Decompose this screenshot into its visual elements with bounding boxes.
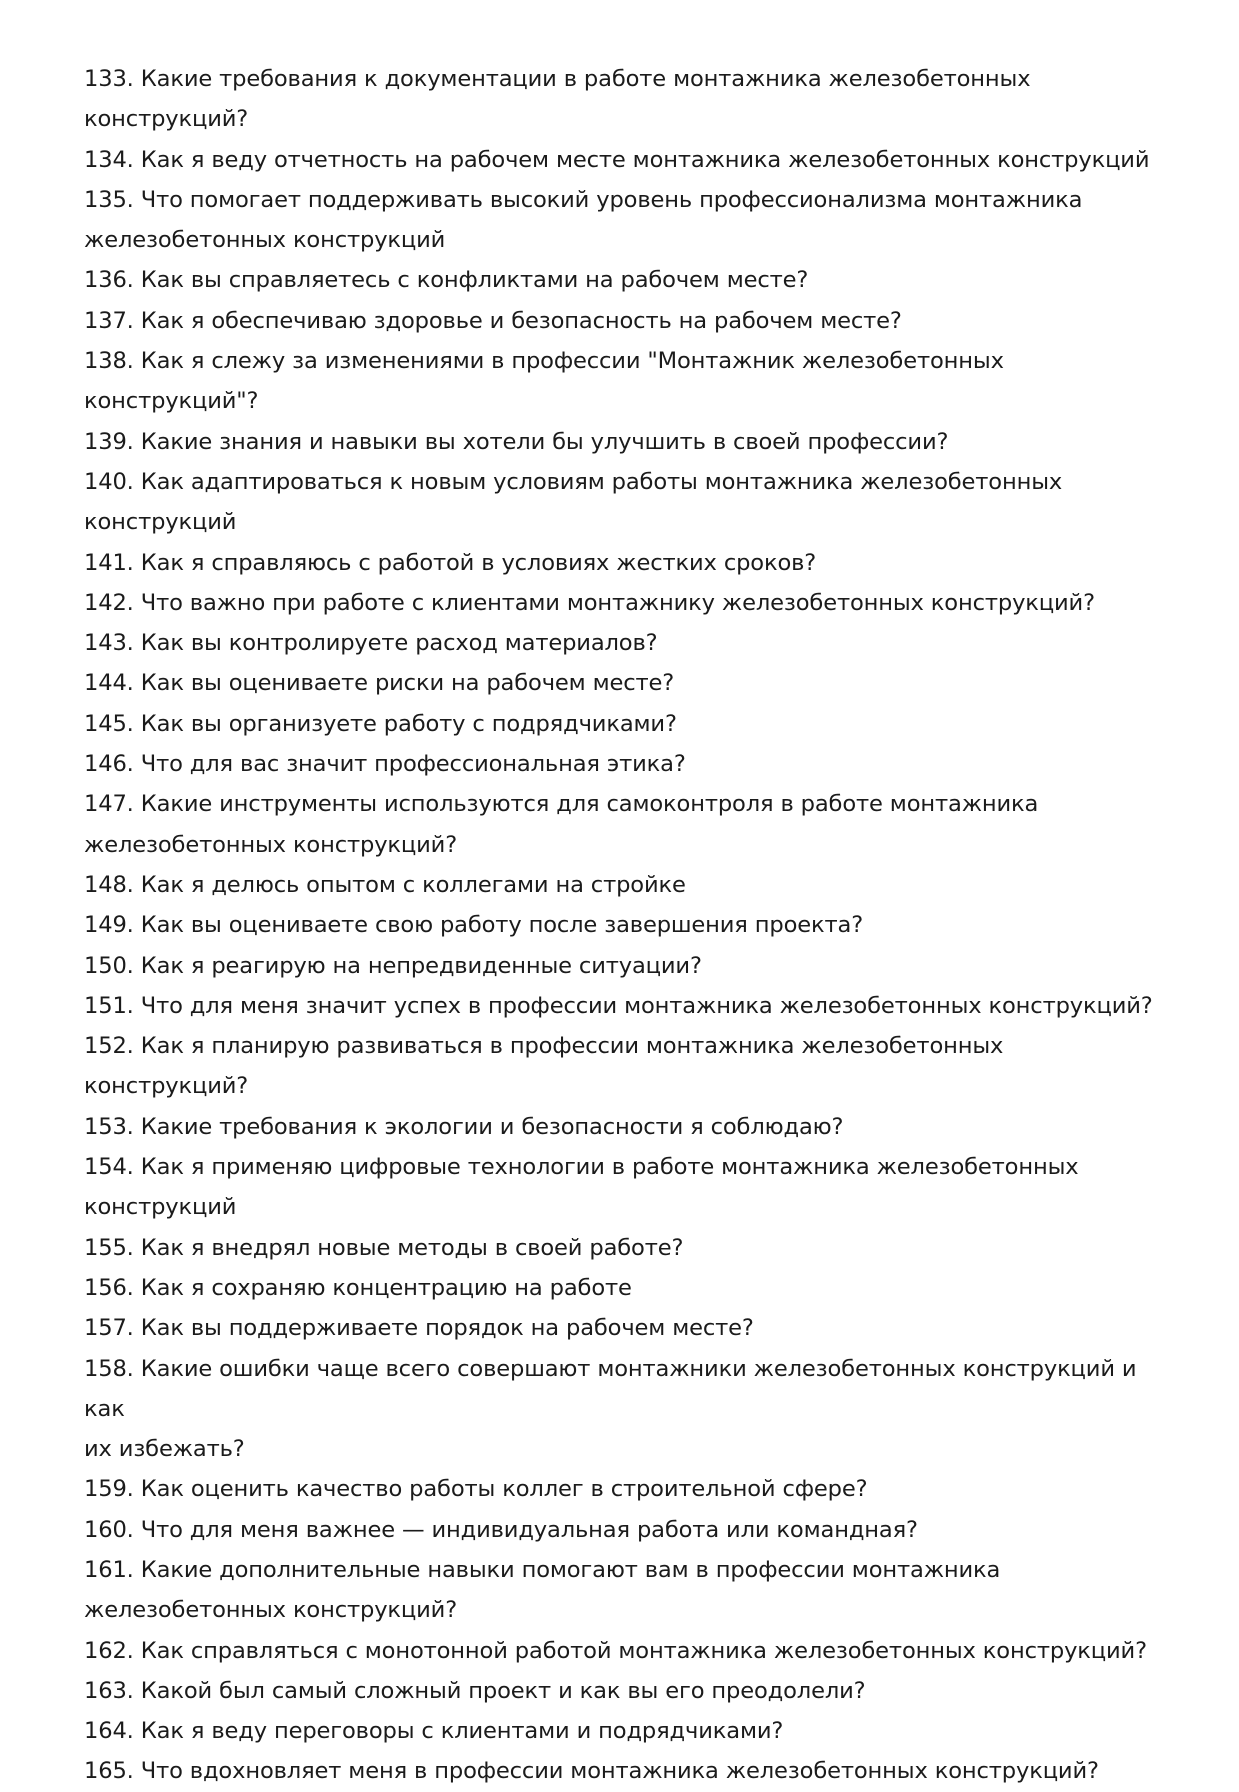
question-list bbox=[84, 59, 1164, 1792]
question-item: 154. Как я применяю цифровые технологии в работе монтажника железобетонных конструкций bbox=[84, 1154, 1079, 1221]
question-item: 148. Как я делюсь опытом с коллегами на стройке bbox=[84, 871, 686, 898]
question-item: 164. Как я веду переговоры с клиентами и подрядчиками? bbox=[84, 1718, 784, 1745]
question-item: 152. Как я планирую развиваться в профессии монтажника железобетонных конструкций? bbox=[84, 1033, 1011, 1100]
question-item: 150. Как я реагирую на непредвиденные ситуации? bbox=[84, 952, 702, 979]
question-item: 139. Какие знания и навыки вы хотели бы улучшить в своей профессии? bbox=[84, 428, 949, 455]
question-item: 163. Какой был самый сложный проект и как вы его преодолели? bbox=[84, 1677, 866, 1704]
question-item: 133. Какие требования к документации в работе монтажника железобетонных конструкций? bbox=[84, 66, 1031, 133]
question-item: 158. Какие ошибки чаще всего совершают монтажники железобетонных конструкций и как их избежать? bbox=[84, 1355, 1137, 1463]
question-item: 137. Как я обеспечиваю здоровье и безопасность на рабочем месте? bbox=[84, 307, 902, 334]
question-item: 151. Что для меня значит успех в профессии монтажника железобетонных конструкций? bbox=[84, 992, 1153, 1019]
question-item: 144. Как вы оцениваете риски на рабочем месте? bbox=[84, 670, 675, 697]
question-item: 162. Как справляться с монотонной работой монтажника железобетонных конструкций? bbox=[84, 1637, 1147, 1664]
question-item: 161. Какие дополнительные навыки помогают вам в профессии монтажника железобетонных конструкций? bbox=[84, 1556, 1001, 1624]
question-item: 165. Что вдохновляет меня в профессии монтажника железобетонных конструкций? bbox=[84, 1758, 1099, 1785]
question-item: 140. Как адаптироваться к новым условиям работы монтажника железобетонных конструкций bbox=[84, 468, 1063, 536]
question-item: 143. Как вы контролируете расход материалов? bbox=[84, 630, 658, 657]
question-item: 159. Как оценить качество работы коллег в строительной сфере? bbox=[84, 1476, 868, 1503]
question-item: 149. Как вы оцениваете свою работу после завершения проекта? bbox=[84, 912, 864, 939]
question-item: 160. Что для меня важнее — индивидуальная работа или командная? bbox=[84, 1516, 918, 1543]
question-item: 135. Что помогает поддерживать высокий уровень профессионализма монтажника железобетонных конструкций bbox=[84, 186, 1083, 254]
question-item: 145. Как вы организуете работу с подрядчиками? bbox=[84, 710, 677, 737]
question-item: 141. Как я справляюсь с работой в условиях жестких сроков? bbox=[84, 549, 817, 576]
question-item: 155. Как я внедрял новые методы в своей работе? bbox=[84, 1234, 684, 1261]
question-item: 147. Какие инструменты используются для самоконтроля в работе монтажника железобетонных конструкций? bbox=[84, 791, 1039, 858]
question-item: 134. Как я веду отчетность на рабочем месте монтажника железобетонных конструкций bbox=[84, 146, 1150, 173]
question-item: 146. Что для вас значит профессиональная этика? bbox=[84, 751, 686, 778]
question-item: 142. Что важно при работе с клиентами монтажнику железобетонных конструкций? bbox=[84, 589, 1095, 616]
question-item: 153. Какие требования к экологии и безопасности я соблюдаю? bbox=[84, 1113, 844, 1140]
question-item: 157. Как вы поддерживаете порядок на рабочем месте? bbox=[84, 1315, 754, 1342]
question-item: 138. Как я слежу за изменениями в профессии "Монтажник железобетонных конструкций"? bbox=[84, 348, 1011, 415]
document-page bbox=[84, 59, 1164, 1792]
question-item: 156. Как я сохраняю концентрацию на работе bbox=[84, 1274, 632, 1301]
question-item: 136. Как вы справляетесь с конфликтами на рабочем месте? bbox=[84, 267, 809, 294]
